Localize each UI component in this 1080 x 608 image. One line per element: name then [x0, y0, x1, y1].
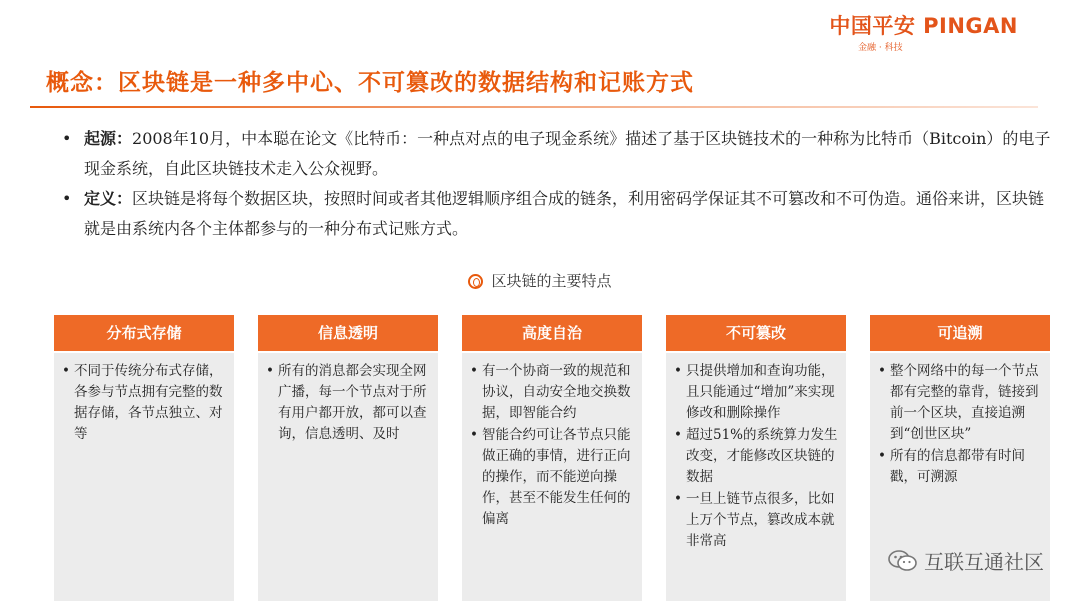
intro-list	[62, 124, 1052, 244]
card-title: 高度自治	[462, 315, 642, 351]
logo-tagline: 金融 · 科技	[858, 43, 903, 53]
pingan-logo	[818, 10, 1018, 56]
feature-card	[54, 315, 234, 601]
intro-text: 区块链是将每个数据区块，按照时间或者其他逻辑顺序组合成的链条，利用密码学保证其不可篡改和不可伪造。通俗来讲，区块链就是由系统内各个主体都参与的一种分布式记账方式。	[84, 189, 1045, 238]
card-item: • 不同于传统分布式存储，各参与节点拥有完整的数据存储，各节点独立、对等	[62, 361, 226, 445]
intro-text: 2008年10月，中本聪在论文《比特币：一种点对点的电子现金系统》描述了基于区块链技术的一种称为比特币（Bitcoin）的电子现金系统，自此区块链技术走入公众视野。	[84, 129, 1051, 178]
card-body	[462, 353, 642, 601]
card-item: • 只提供增加和查询功能，且只能通过“增加”来实现修改和删除操作	[674, 361, 838, 424]
card-title: 可追溯	[870, 315, 1050, 351]
intro-item-definition	[62, 184, 1052, 244]
card-item: • 整个网络中的每一个节点都有完整的靠背，链接到前一个区块，直接追溯到“创世区块”	[878, 361, 1042, 445]
title-divider	[30, 106, 1038, 108]
bullet-icon: •	[62, 129, 72, 148]
feature-card	[666, 315, 846, 601]
card-item: • 一旦上链节点很多，比如上万个节点，篡改成本就非常高	[674, 489, 838, 552]
intro-item-origin	[62, 124, 1052, 184]
card-item: • 所有的消息都会实现全网广播，每一个节点对于所有用户都开放，都可以查询，信息透明、及时	[266, 361, 430, 445]
page-title: 概念：区块链是一种多中心、不可篡改的数据结构和记账方式	[46, 69, 694, 96]
logo-wordmark: 中国平安 PINGAN	[829, 14, 1018, 38]
subtitle-text: 区块链的主要特点	[491, 272, 612, 290]
watermark-text: 互联互通社区	[924, 550, 1044, 574]
bullet-icon: •	[62, 189, 72, 208]
card-item: • 所有的信息都带有时间戳，可溯源	[878, 446, 1042, 488]
card-item: • 智能合约可让各节点只能做正确的事情，进行正向的操作，而不能逆向操作，甚至不能发生任何的偏离	[470, 425, 634, 530]
card-title: 信息透明	[258, 315, 438, 351]
card-body	[666, 353, 846, 601]
card-body	[258, 353, 438, 601]
card-body	[54, 353, 234, 601]
card-title: 不可篡改	[666, 315, 846, 351]
wechat-watermark	[888, 546, 1044, 575]
feature-card	[258, 315, 438, 601]
card-title: 分布式存储	[54, 315, 234, 351]
intro-label: 起源：	[84, 129, 133, 148]
feature-card	[462, 315, 642, 601]
section-subtitle	[0, 270, 1080, 291]
card-item: • 有一个协商一致的规范和协议，自动安全地交换数据，即智能合约	[470, 361, 634, 424]
intro-label: 定义：	[84, 189, 133, 208]
circle-icon	[468, 274, 483, 289]
card-item: • 超过51%的系统算力发生改变，才能修改区块链的数据	[674, 425, 838, 488]
wechat-icon	[888, 549, 918, 573]
